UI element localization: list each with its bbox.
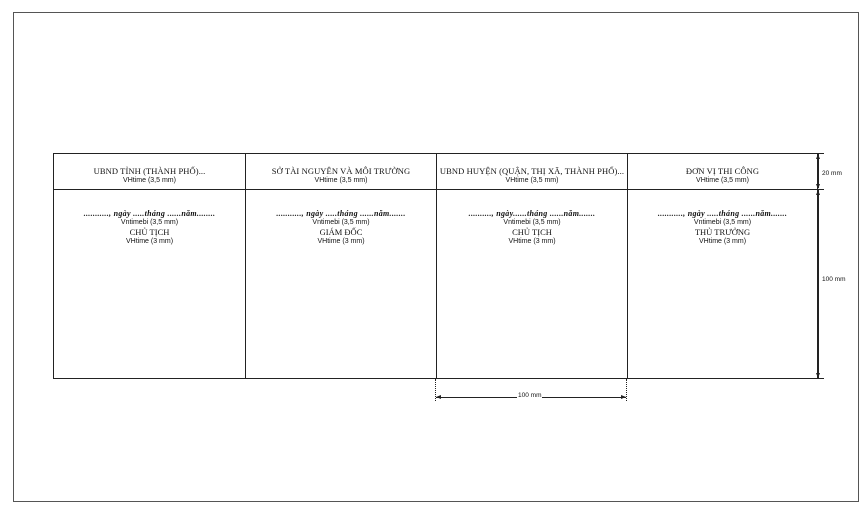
column-title: SỞ TÀI NGUYÊN VÀ MÔI TRƯỜNG <box>271 166 411 176</box>
column-header <box>246 154 436 190</box>
role-font-note: VHtime (3 mm) <box>508 238 556 245</box>
column-title-font-note: VHtime (3,5 mm) <box>696 177 749 184</box>
date-line: ..........., ngày .....tháng ......năm....... <box>276 209 406 218</box>
column-title: ĐƠN VỊ THI CÔNG <box>685 166 760 176</box>
arrow-up-icon <box>816 190 820 195</box>
signature-area <box>246 190 436 378</box>
signature-column-provincial-committee <box>54 154 245 378</box>
dimension-extension-line <box>626 379 627 401</box>
signature-column-district-committee <box>436 154 627 378</box>
body-height-label: 100 mm <box>822 276 846 283</box>
date-font-note: Vntimebi (3,5 mm) <box>503 219 561 226</box>
header-height-dimension-line <box>818 154 819 188</box>
date-font-note: Vntimebi (3,5 mm) <box>120 219 179 226</box>
signature-area <box>437 190 627 378</box>
body-height-dimension-line <box>818 190 819 378</box>
arrow-right-icon <box>621 395 626 399</box>
signer-role: GIÁM ĐỐC <box>319 227 363 237</box>
column-header <box>54 154 245 190</box>
date-line: ..........., ngày .....tháng ......năm....... <box>657 209 788 218</box>
role-font-note: VHtime (3 mm) <box>317 238 365 245</box>
signature-table <box>53 153 818 379</box>
signer-role: CHỦ TỊCH <box>129 227 170 237</box>
signature-area <box>54 190 245 378</box>
signature-column-environment-dept <box>245 154 436 378</box>
column-title-font-note: VHtime (3,5 mm) <box>314 177 368 184</box>
signature-area <box>628 190 817 378</box>
column-title: UBND HUYỆN (QUẬN, THỊ XÃ, THÀNH PHỐ)... <box>439 166 625 176</box>
column-title-font-note: VHtime (3,5 mm) <box>123 177 176 184</box>
dimension-tick <box>812 378 824 379</box>
role-font-note: VHtime (3 mm) <box>125 238 174 245</box>
arrow-up-icon <box>816 154 820 159</box>
header-height-label: 20 mm <box>822 170 842 177</box>
column-header <box>628 154 817 190</box>
arrow-left-icon <box>436 395 441 399</box>
signer-role: CHỦ TỊCH <box>512 227 552 237</box>
column-header <box>437 154 627 190</box>
date-font-note: Vntimebi (3,5 mm) <box>312 219 370 226</box>
signer-role: THỦ TRƯỞNG <box>694 227 751 237</box>
date-line: ..........., ngày .....tháng ......năm........ <box>83 209 216 218</box>
date-font-note: Vntimebi (3,5 mm) <box>693 219 752 226</box>
column-title-font-note: VHtime (3,5 mm) <box>505 177 559 184</box>
signature-column-construction-unit <box>627 154 817 378</box>
column-width-label: 100 mm <box>518 392 542 399</box>
date-line: .........., ngày......tháng ......năm....... <box>468 209 596 218</box>
column-title: UBND TỈNH (THÀNH PHỐ)... <box>93 166 206 176</box>
role-font-note: VHtime (3 mm) <box>698 238 747 245</box>
